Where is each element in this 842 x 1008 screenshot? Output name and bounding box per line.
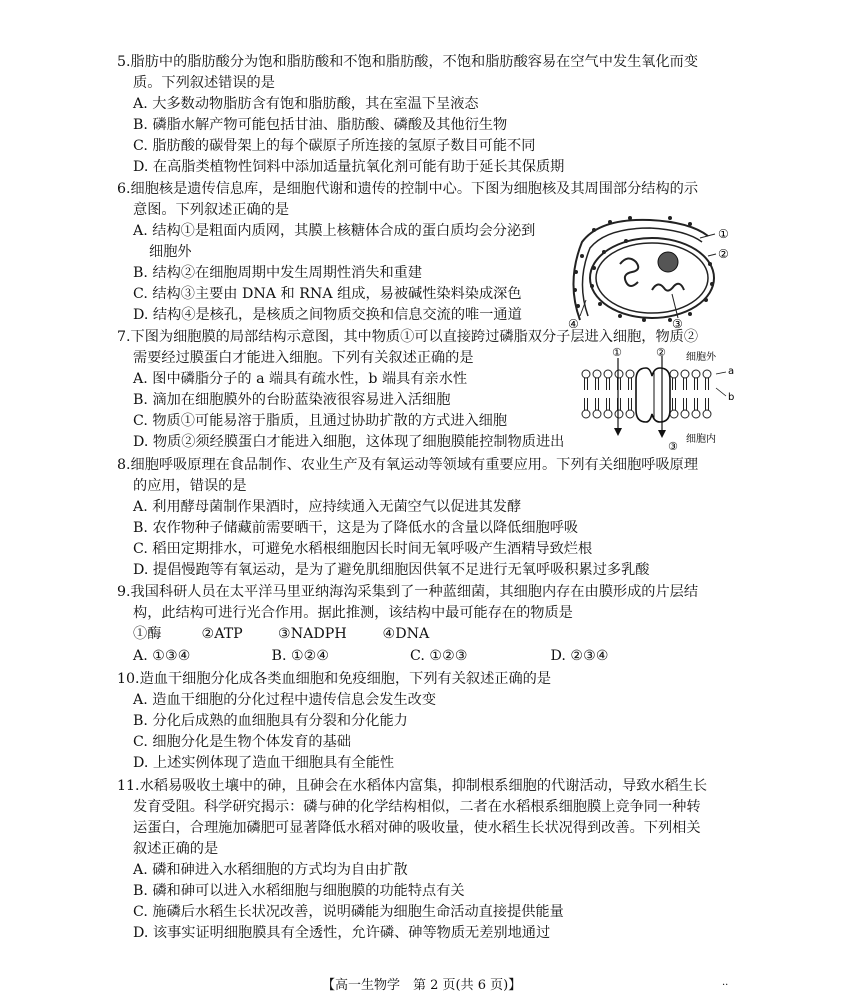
q10-option-c: C. 细胞分化是生物个体发育的基础 [133, 734, 351, 750]
phospholipid-tail [585, 378, 588, 390]
phospholipid-tail [596, 398, 599, 410]
q11-option-a: A. 磷和砷进入水稻细胞的方式均为自由扩散 [133, 862, 408, 878]
phospholipid-tail [673, 378, 676, 390]
phospholipid-head [604, 370, 612, 378]
q9-option-a: A. ①③④ [133, 648, 191, 664]
phospholipid-tail [706, 398, 709, 410]
phospholipid-head [703, 410, 711, 418]
q11-option-b: B. 磷和砷可以进入水稻细胞与细胞膜的功能特点有关 [133, 883, 465, 899]
q8-option-c: C. 稻田定期排水，可避免水稻根细胞因长时间无氧呼吸产生酒精导致烂根 [133, 541, 593, 557]
phospholipid-head [692, 410, 700, 418]
membrane-label-3: ③ [668, 440, 678, 450]
membrane-end-b: b [728, 392, 735, 403]
q5-stem-line1: 5.脂肪中的脂肪酸分为饱和脂肪酸和不饱和脂肪酸，不饱和脂肪酸容易在空气中发生氧化而变 [117, 54, 699, 70]
phospholipid-head [582, 370, 590, 378]
phospholipid-head [670, 370, 678, 378]
q11-stem-line1: 11.水稻易吸收土壤中的砷，且砷会在水稻体内富集，抑制根系细胞的代谢活动，导致水稻生长 [117, 778, 708, 794]
q5-stem-line2: 质。下列叙述错误的是 [133, 75, 275, 91]
phospholipid-head [582, 410, 590, 418]
phospholipid-head [626, 410, 634, 418]
q8-option-a: A. 利用酵母菌制作果酒时，应持续通入无菌空气以促进其发酵 [133, 499, 522, 515]
membrane-diagram [578, 346, 738, 450]
phospholipid-tail [684, 398, 687, 410]
phospholipid-head [626, 370, 634, 378]
q8-stem-line1: 8.细胞呼吸原理在食品制作、农业生产及有氧运动等领域有重要应用。下列有关细胞呼吸原理 [117, 457, 699, 473]
nucleus-label-4: ④ [568, 317, 579, 328]
q10-stem: 10.造血干细胞分化成各类血细胞和免疫细胞，下列有关叙述正确的是 [117, 671, 552, 687]
q11-stem-line3: 运蛋白，合理施加磷肥可显著降低水稻对砷的吸收量，使水稻生长状况得到改善。下列相关 [133, 820, 701, 836]
phospholipid-head [593, 370, 601, 378]
nucleus-label-3: ③ [672, 317, 683, 328]
phospholipid-head [593, 410, 601, 418]
q9-item-1: ①酶 [133, 626, 162, 642]
q9-option-d: D. ②③④ [550, 648, 609, 664]
phospholipid-tail [695, 378, 698, 390]
q6-option-a: A. 结构①是粗面内质网，其膜上核糖体合成的蛋白质均会分泌到 [133, 223, 536, 239]
q11-stem-line2: 发育受阻。科学研究揭示：磷与砷的化学结构相似，二者在水稻根系细胞膜上竞争同一种转 [133, 799, 701, 815]
q6-option-c: C. 结构③主要由 DNA 和 RNA 组成，易被碱性染料染成深色 [133, 286, 522, 302]
phospholipid-head [681, 370, 689, 378]
q6-stem-line2: 意图。下列叙述正确的是 [133, 202, 290, 218]
membrane-outside-label: 细胞外 [686, 352, 716, 363]
phospholipid-tail [585, 398, 588, 410]
q7-option-c: C. 物质①可能易溶于脂质，且通过协助扩散的方式进入细胞 [133, 413, 508, 429]
q8-option-b: B. 农作物种子储藏前需要晒干，这是为了降低水的含量以降低细胞呼吸 [133, 520, 579, 536]
q9-stem-line1: 9.我国科研人员在太平洋马里亚纳海沟采集到了一种蓝细菌，其细胞内存在由膜形成的片层结 [117, 584, 699, 600]
nucleus-label-2: ② [718, 247, 729, 261]
q5-option-b: B. 磷脂水解产物可能包括甘油、脂肪酸、磷酸及其他衍生物 [133, 117, 508, 133]
q9-option-c: C. ①②③ [410, 648, 468, 664]
membrane-label-1: ① [612, 346, 622, 359]
phospholipid-head [703, 370, 711, 378]
phospholipid-head [692, 370, 700, 378]
q10-option-d: D. 上述实例体现了造血干细胞具有全能性 [133, 755, 395, 771]
nucleus-label-1: ① [718, 227, 729, 241]
phospholipid-tail [673, 398, 676, 410]
q7-stem-line1: 7.下图为细胞膜的局部结构示意图，其中物质①可以直接跨过磷脂双分子层进入细胞，物质② [117, 329, 699, 345]
phospholipid-tail [695, 398, 698, 410]
q6-option-a-cont: 细胞外 [149, 244, 192, 260]
q6-option-b: B. 结构②在细胞周期中发生周期性消失和重建 [133, 265, 423, 281]
q7-option-d: D. 物质②须经膜蛋白才能进入细胞，这体现了细胞膜能控制物质进出 [133, 434, 565, 450]
membrane-label-2: ② [656, 346, 666, 359]
q10-option-a: A. 造血干细胞的分化过程中遗传信息会发生改变 [133, 692, 437, 708]
phospholipid-tail [596, 378, 599, 390]
q11-option-c: C. 施磷后水稻生长状况改善，说明磷能为细胞生命活动直接提供能量 [133, 904, 564, 920]
phospholipid-tail [607, 398, 610, 410]
q7-option-a: A. 图中磷脂分子的 a 端具有疏水性，b 端具有亲水性 [133, 371, 468, 387]
page-footer: 【高一生物学 第 2 页(共 6 页)】 [322, 978, 522, 993]
membrane-end-a: a [728, 366, 735, 377]
q5-option-d: D. 在高脂类植物性饲料中添加适量抗氧化剂可能有助于延长其保质期 [133, 159, 565, 175]
phospholipid-head [681, 410, 689, 418]
q5-option-c: C. 脂肪酸的碳骨架上的每个碳原子所连接的氢原子数目可能不同 [133, 138, 536, 154]
q9-item-3: ③NADPH [278, 626, 347, 642]
nucleus-diagram [560, 212, 732, 328]
phospholipid-head [604, 410, 612, 418]
phospholipid-head [615, 370, 623, 378]
phospholipid-tail [629, 398, 632, 410]
q11-option-d: D. 该事实证明细胞膜具有全透性，允许磷、砷等物质无差别地通过 [133, 925, 551, 941]
q6-stem-line1: 6.细胞核是遗传信息库，是细胞代谢和遗传的控制中心。下图为细胞核及其周围部分结构的示 [117, 181, 699, 197]
phospholipid-tail [684, 378, 687, 390]
q7-stem-line2: 需要经过膜蛋白才能进入细胞。下列有关叙述正确的是 [133, 350, 474, 366]
q6-option-d: D. 结构④是核孔，是核质之间物质交换和信息交流的唯一通道 [133, 307, 522, 323]
q9-options [133, 646, 609, 666]
phospholipid-head [670, 410, 678, 418]
phospholipid-tail [607, 378, 610, 390]
corner-mark: ·· [722, 980, 729, 991]
q9-items [133, 624, 429, 644]
phospholipid-tail [706, 378, 709, 390]
q8-option-d: D. 提倡慢跑等有氧运动，是为了避免肌细胞因供氧不足进行无氧呼吸积累过多乳酸 [133, 562, 650, 578]
q9-item-4: ④DNA [382, 626, 430, 642]
q7-option-b: B. 滴加在细胞膜外的台盼蓝染液很容易进入活细胞 [133, 392, 451, 408]
phospholipid-tail [629, 378, 632, 390]
q5-option-a: A. 大多数动物脂肪含有饱和脂肪酸，其在室温下呈液态 [133, 96, 479, 112]
q8-stem-line2: 的应用，错误的是 [133, 478, 247, 494]
q9-option-b: B. ①②④ [271, 648, 330, 664]
membrane-inside-label: 细胞内 [686, 434, 716, 445]
q10-option-b: B. 分化后成熟的血细胞具有分裂和分化能力 [133, 713, 408, 729]
q9-stem-line2: 构，此结构可进行光合作用。据此推测，该结构中最可能存在的物质是 [133, 605, 573, 621]
phospholipid-head [615, 410, 623, 418]
q9-item-2: ②ATP [201, 626, 243, 642]
q11-stem-line4: 叙述正确的是 [133, 841, 219, 857]
